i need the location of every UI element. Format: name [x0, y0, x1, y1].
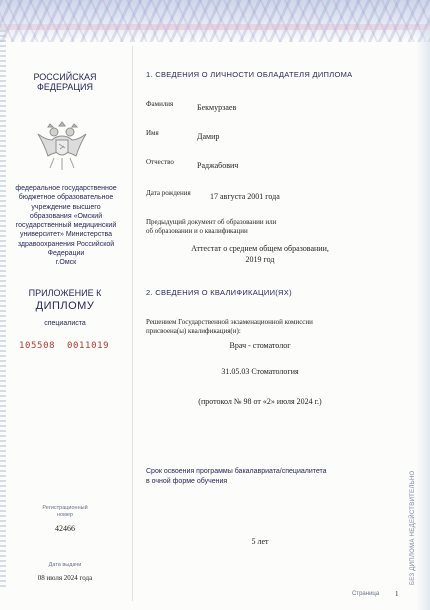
name-label: Имя: [146, 129, 159, 137]
study-duration-value: 5 лет: [251, 537, 269, 546]
birth-date-label: Дата рождения: [146, 189, 191, 197]
registration-label-line-1: Регистрационный: [42, 505, 88, 511]
diploma-number: 0011019: [67, 341, 110, 351]
diploma-series: 105508: [19, 341, 56, 351]
study-duration-label-line-1: Срок освоения программы бакалавриата/специалитета: [146, 468, 327, 475]
org-line: г.Омск: [55, 259, 77, 267]
patronymic-value: Раджабович: [197, 161, 239, 170]
commission-decision: [146, 318, 313, 336]
org-line: университет» Министерства: [19, 231, 113, 239]
coat-of-arms-emblem: [32, 114, 92, 174]
org-line: федеральное государственное: [15, 185, 117, 192]
birth-date-value: 17 августа 2001 года: [210, 192, 280, 201]
issue-date-label: Дата выдачи: [48, 562, 82, 568]
surname-value: Бекмурзаев: [197, 103, 237, 112]
org-line: Федерации: [47, 250, 85, 258]
protocol-value: (протокол № 98 от «2» июля 2024 г.): [198, 397, 322, 406]
previous-document-label-line-1: Предыдущий документ об образовании или: [146, 218, 277, 226]
previous-document-label: [146, 218, 276, 236]
previous-document-value: [160, 243, 360, 265]
previous-document-value-line-2: 2019 год: [245, 255, 275, 264]
commission-decision-line-1: Решением Государственной экзаменационной комиссии: [146, 318, 313, 326]
left-border-pattern: [0, 30, 6, 590]
security-pattern-band: [0, 0, 430, 42]
patronymic-label: Отчество: [146, 158, 174, 166]
appendix-title: ПРИЛОЖЕНИЕ К: [28, 288, 102, 298]
section-2-title: 2. СВЕДЕНИЯ О КВАЛИФИКАЦИИ(ЯХ): [146, 288, 292, 297]
registration-number: 42466: [55, 524, 75, 533]
appendix-document: ДИПЛОМУ: [35, 300, 95, 312]
commission-decision-line-2: присвоена(ы) квалификация(и):: [146, 327, 241, 335]
org-line: учреждение высшего: [31, 203, 101, 211]
previous-document-label-line-2: об образовании и о квалификации: [146, 227, 248, 235]
registration-label: [25, 505, 105, 519]
degree-level: специалиста: [44, 320, 86, 327]
study-duration-label-line-2: в очной форме обучения: [146, 478, 228, 485]
country-line-2: ФЕДЕРАЦИЯ: [37, 82, 93, 92]
validity-margin-text: БЕЗ ДИПЛОМА НЕДЕЙСТВИТЕЛЬНО: [410, 470, 416, 585]
issue-date: 08 июля 2024 года: [37, 574, 93, 582]
country-title: [25, 72, 105, 92]
org-line: бюджетное образовательное: [18, 194, 114, 202]
study-duration-label: [146, 467, 327, 487]
section-1-title: 1. СВЕДЕНИЯ О ЛИЧНОСТИ ОБЛАДАТЕЛЯ ДИПЛОМА: [146, 70, 353, 79]
org-line: образования «Омский: [29, 212, 103, 220]
org-line: государственный медицинский: [15, 222, 117, 230]
specialty-value: 31.05.03 Стоматология: [221, 367, 299, 376]
surname-label: Фамилия: [146, 100, 174, 108]
org-line: здравоохранения Российской: [17, 240, 115, 248]
security-stripe: [0, 24, 430, 30]
country-line-1: РОССИЙСКАЯ: [33, 72, 97, 82]
registration-label-line-2: номер: [57, 512, 73, 518]
name-value: Дамир: [197, 132, 220, 141]
column-divider: [132, 46, 133, 601]
previous-document-value-line-1: Аттестат о среднем общем образовании,: [191, 244, 329, 253]
right-border-pattern: [416, 30, 430, 610]
page-label: Страница: [352, 591, 380, 597]
organization-name: [8, 184, 124, 268]
page-number: 1: [395, 590, 399, 598]
qualification-value: Врач - стоматолог: [229, 341, 291, 350]
